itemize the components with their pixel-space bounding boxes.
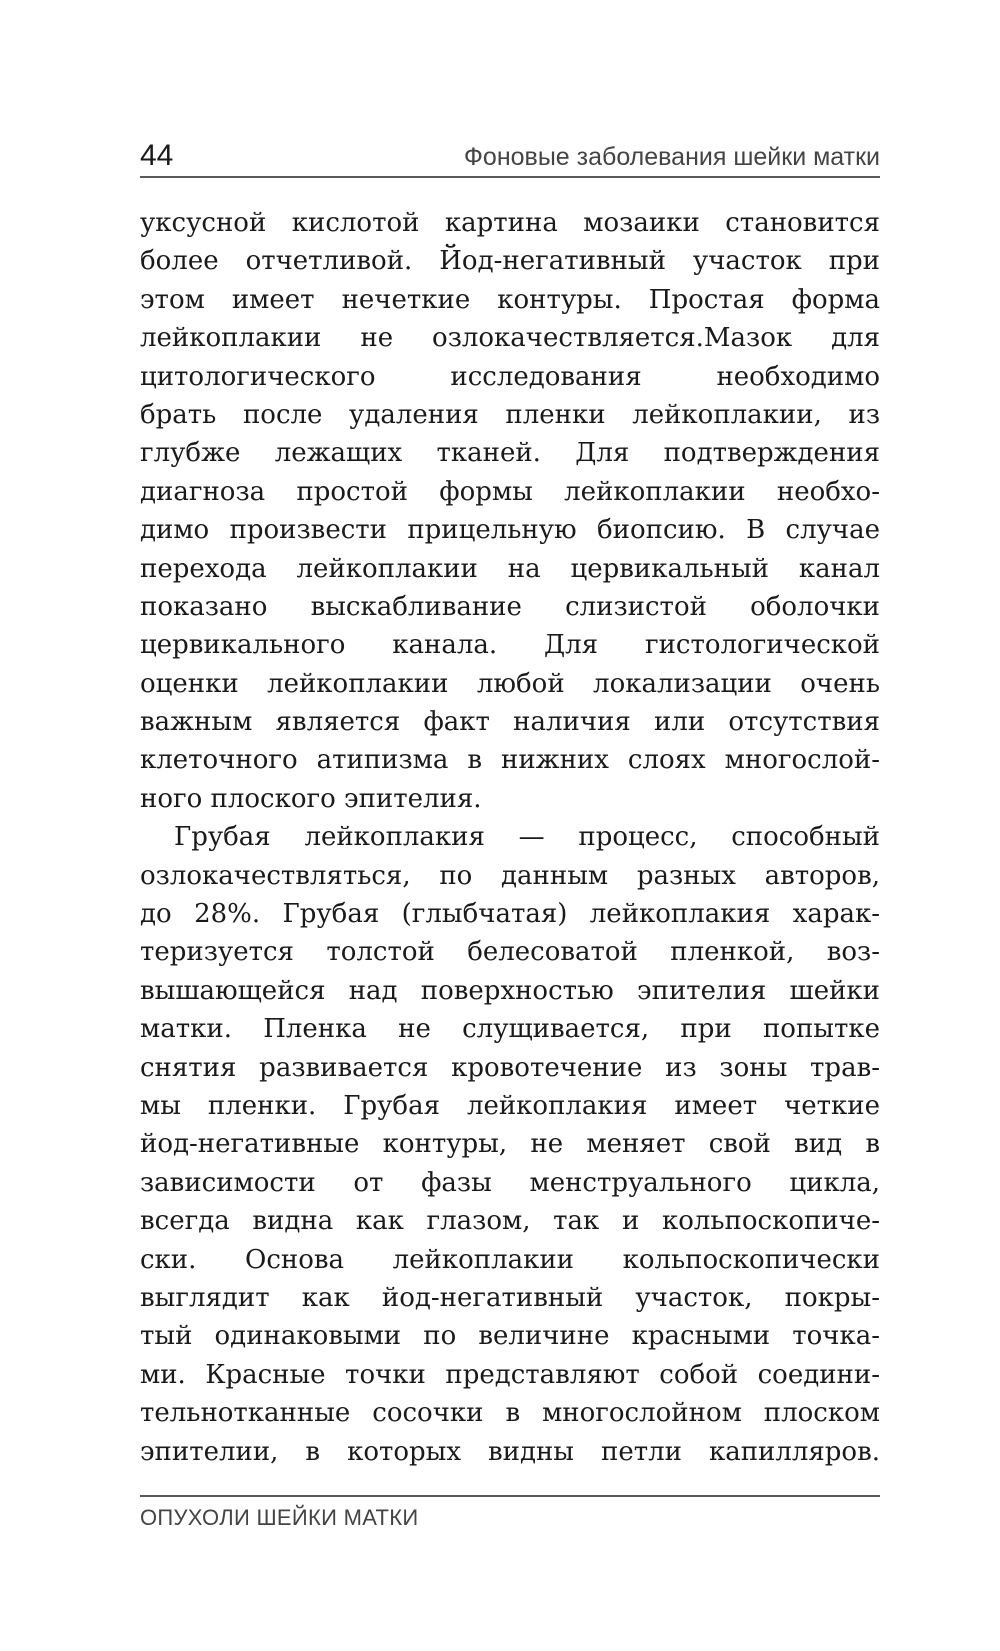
text-line: вышающейся над поверхностью эпителия шейки [140,975,880,1006]
paragraph-1 [140,204,880,818]
text-line: цитологического исследования необходимо [140,361,880,392]
paragraph-2 [140,818,880,1471]
text-line: озлокачествляться, по данным разных авторов, [140,860,880,891]
text-line: димо произвести прицельную биопсию. В случае [140,515,880,546]
text-line: этом имеет нечеткие контуры. Простая форма [140,284,880,315]
text-line: йод-негативные контуры, не меняет свой вид в [140,1129,880,1160]
text-line: до 28%. Грубая (глыбчатая) лейкоплакия харак- [140,899,880,930]
text-line: зависимости от фазы менструального цикла, [140,1167,880,1198]
text-line: цервикального канала. Для гистологической [140,630,880,661]
text-line: уксусной кислотой картина мозаики становится [140,208,880,238]
text-line: снятия развивается кровотечение из зоны трав- [140,1052,880,1083]
text-line: показано выскабливание слизистой оболочки [140,591,880,622]
text-line: Грубая лейкоплакия — процесс, способный [174,822,880,853]
running-footer [140,1495,880,1533]
text-line: выглядит как йод-негативный участок, покры- [140,1282,880,1313]
text-line: брать после удаления пленки лейкоплакии, из [140,399,880,430]
text-line: глубже лежащих тканей. Для подтверждения [140,438,880,469]
text-line: тельнотканные сосочки в многослойном плоском [140,1398,880,1429]
running-header [140,126,880,178]
text-line: теризуется толстой белесоватой пленкой, воз- [140,937,880,968]
text-line: важным является факт наличия или отсутствия [140,707,880,738]
text-line: лейкоплакии не озлокачествляется.Мазок для [140,323,880,354]
text-line: диагноза простой формы лейкоплакии необхо- [140,476,880,507]
page-number: 44 [140,139,174,172]
text-line: всегда видна как глазом, так и кольпоскопиче- [140,1206,880,1237]
body-text [140,204,880,1471]
text-line: перехода лейкоплакии на цервикальный канал [140,553,880,584]
running-title: Фоновые заболевания шейки матки [463,143,880,171]
text-line: ски. Основа лейкоплакии кольпоскопически [140,1244,880,1275]
section-title: ОПУХОЛИ ШЕЙКИ МАТКИ [140,1505,419,1530]
text-line: эпителии, в которых видны петли капилляров. [140,1436,880,1467]
text-line: тый одинаковыми по величине красными точка- [140,1321,880,1352]
text-line: более отчетливой. Йод-негативный участок при [140,246,880,277]
text-line: ного плоского эпителия. [140,783,482,814]
text-line: оценки лейкоплакии любой локализации очень [140,668,880,699]
text-line: ми. Красные точки представляют собой соедини- [140,1359,880,1390]
text-line: мы пленки. Грубая лейкоплакия имеет четкие [140,1090,880,1121]
text-line: матки. Пленка не слущивается, при попытке [140,1014,880,1045]
text-line: клеточного атипизма в нижних слоях многослой- [140,745,880,776]
